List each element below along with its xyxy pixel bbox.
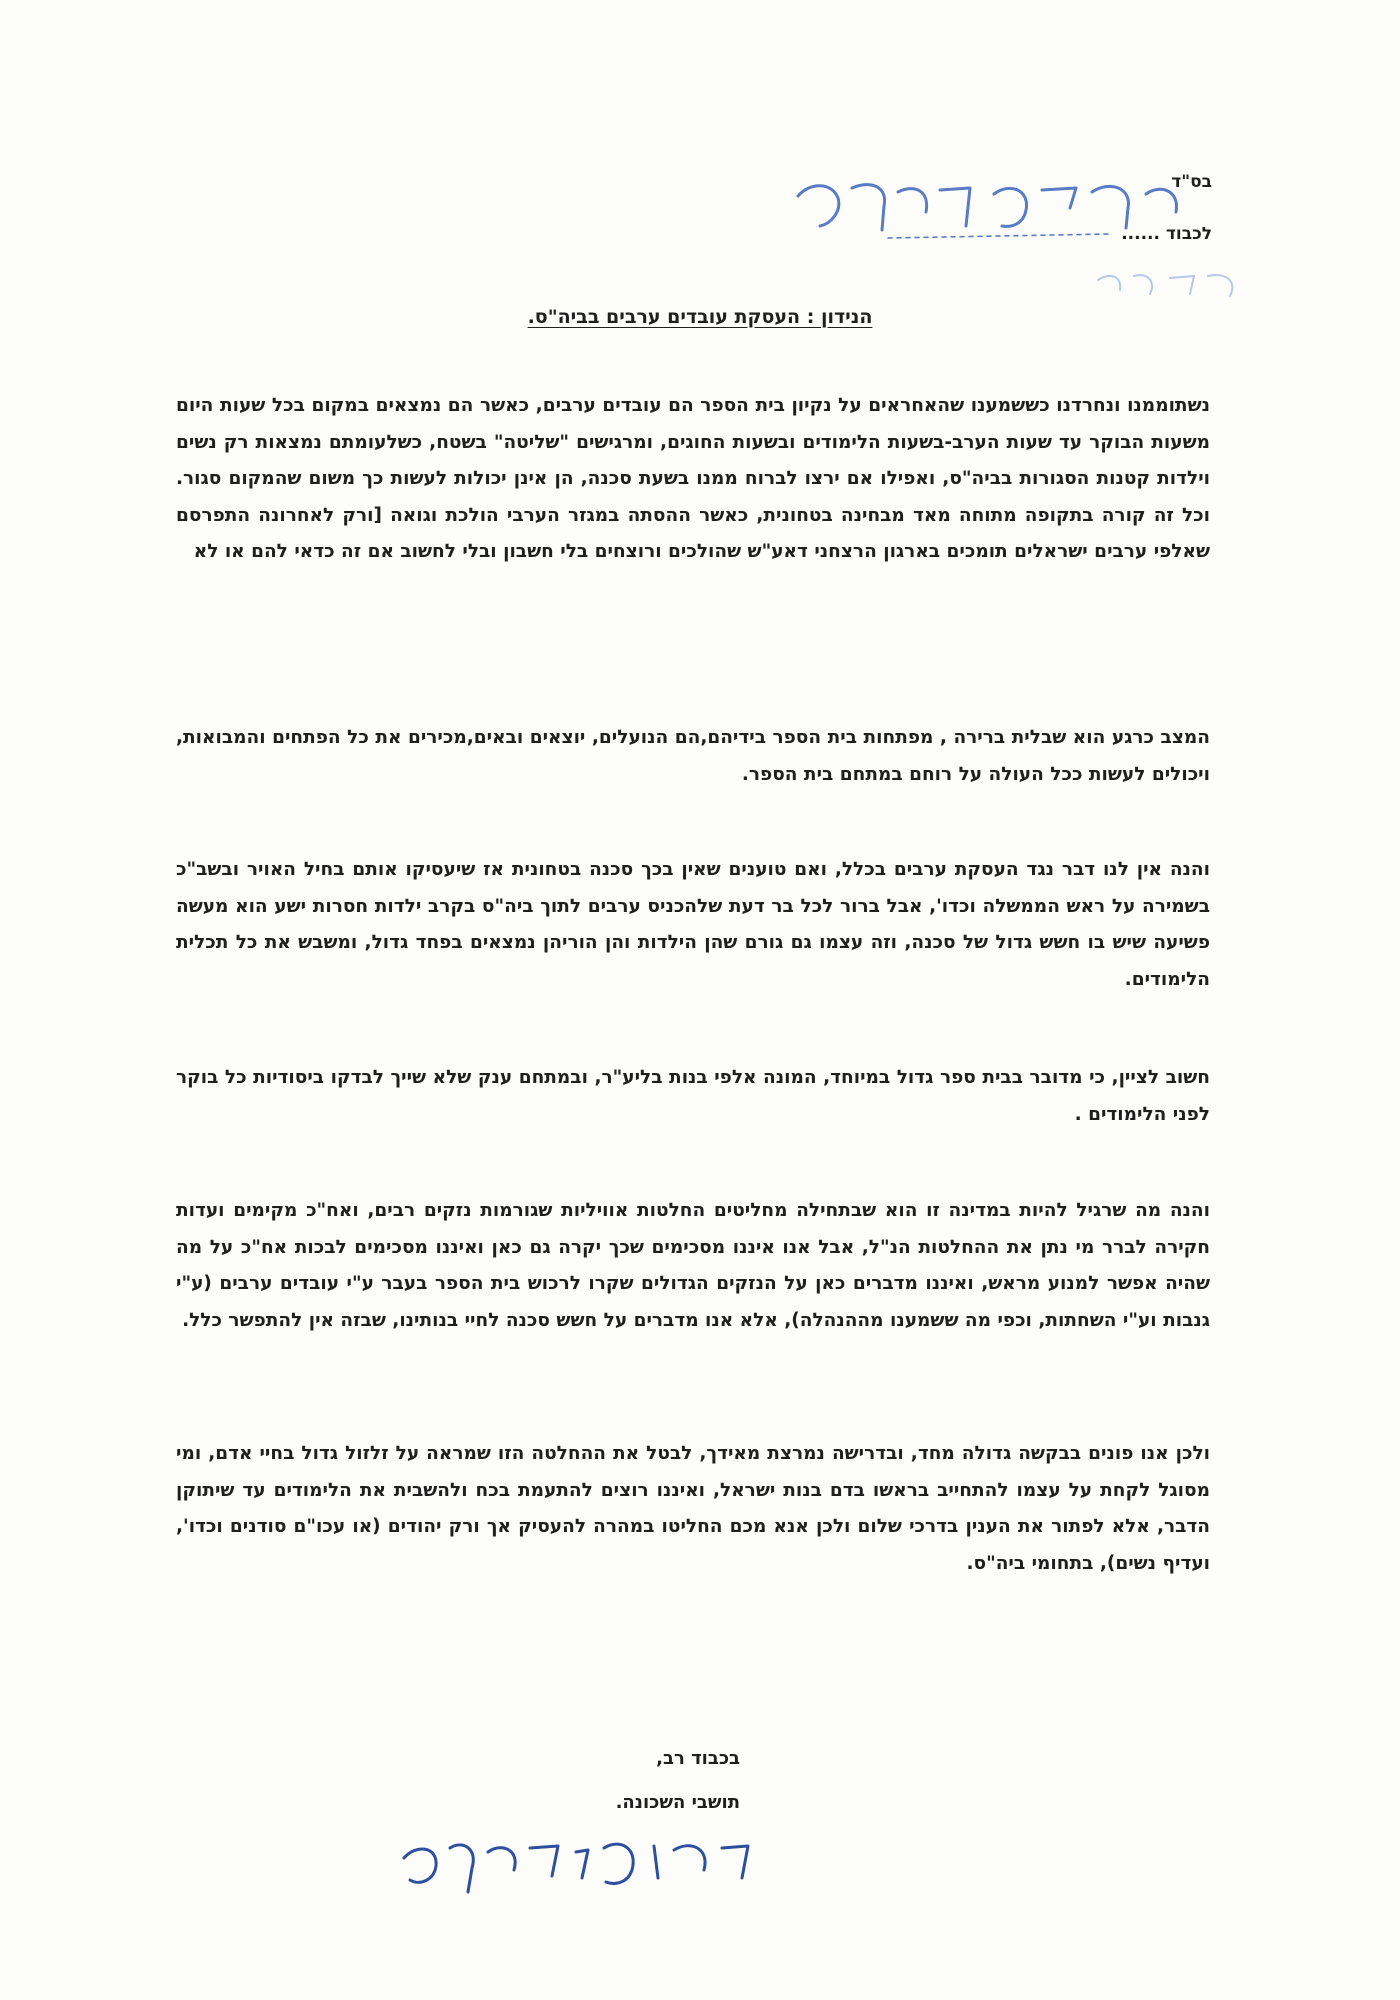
addressee-line: לכבוד ......	[1121, 224, 1212, 244]
body-paragraph-4: חשוב לציין, כי מדובר בבית ספר גדול במיוחד, המונה אלפי בנות בליע"ר, ובמתחם ענק שלא שייך לבדקו ביסודיות כל בוקר לפני הלימודים .	[176, 1067, 1210, 1125]
faint-handwriting-mark	[1090, 262, 1250, 306]
body-paragraph-1: נשתוממנו ונחרדנו כששמענו שהאחראים על נקיון בית הספר הם עובדים ערבים, כאשר הם נמצאים במקום בכל שעות היום משעות הבוקר עד שעות הערב-בשעות הלימודים ובשעות החוגים, ומרגישים "שליטה" בשטח, כשלעומתם נמצאות רק נשים וילדות קטנות הסגורות בביה"ס, ואפילו אם ירצו לברוח ממנו בשעת סכנה, הן אינן יכולות לעשות כך משום שהמקום סגור. וכל זה קורה בתקופה מתוחה מאד מבחינה בטחונית, כאשר ההסתה במגזר הערבי הולכת וגואה [ורק לאחרונה התפרסם שאלפי ערבים ישראלים תומכים בארגון הרצחני דאע"ש שהולכים ורוצחים בלי חשבון ובלי לחשוב אם זה כדאי להם או לא	[176, 395, 1210, 562]
body-paragraph-5: והנה מה שרגיל להיות במדינה זו הוא שבתחילה מחליטים החלטות אוויליות שגורמות נזקים רבים, ואח"כ מקימים ועדות חקירה לברר מי נתן את ההחלטות הנ"ל, אבל אנו איננו מסכימים שכך יקרה גם כאן ואיננו מסכימים לבכות אח"כ על מה שהיה אפשר למנוע מראש, ואיננו מדברים כאן על הנזקים הגדולים שקרו לרכוש בית הספר בעבר ע"י עובדים ערבים (ע"י גנבות וע"י השחתות, וכפי מה ששמענו מההנהלה), אלא אנו מדברים על חשש סכנה לחיי בנותינו, שבזה אין להתפשר כלל.	[176, 1200, 1210, 1331]
besiyata-header: בס"ד	[1171, 172, 1212, 192]
signers-line: תושבי השכונה.	[615, 1792, 740, 1813]
body-paragraph-2: המצב כרגע הוא שבלית ברירה , מפתחות בית הספר בידיהם,הם הנועלים, יוצאים ובאים,מכירים את כל הפתחים והמבואות, ויכולים לעשות ככל העולה על רוחם במתחם בית הספר.	[176, 727, 1210, 785]
body-paragraph-3: והנה אין לנו דבר נגד העסקת ערבים בכלל, ואם טוענים שאין בכך סכנה בטחונית אז שיעסיקו אותם בחיל האויר ובשב"כ בשמירה על ראש הממשלה וכדו', אבל ברור לכל בר דעת שלהכניס ערבים לתוך ביה"ס בקרב ילדות חסרות ישע הוא מעשה פשיעה שיש בו חשש גדול של סכנה, וזה עצמו גם גורם שהן הילדות והן הוריהן נמצאים בפחד גדול, ומשבש את כל תכלית הלימודים.	[176, 859, 1210, 990]
body-paragraph-6: ולכן אנו פונים בבקשה גדולה מחד, ובדרישה נמרצת מאידך, לבטל את ההחלטה הזו שמראה על זלזול גדול בחיי אדם, ומי מסוגל לקחת על עצמו להתחייב בראשו בדם בנות ישראל, ואיננו רוצים להתעמת בכח ולהשבית את הלימודים עד שיתוקן הדבר, אלא לפתור את הענין בדרכי שלום ולכן אנא מכם החליטו במהרה להעסיק אך ורק יהודים (או עכו"ם סודנים וכדו', ועדיף נשים), בתחומי ביה"ס.	[176, 1443, 1210, 1574]
handwritten-signature	[392, 1818, 772, 1908]
handwritten-addressee	[780, 168, 1220, 248]
closing-regards: בכבוד רב,	[656, 1748, 740, 1769]
subject-line: הנידון : העסקת עובדים ערבים בביה"ס.	[527, 306, 873, 328]
